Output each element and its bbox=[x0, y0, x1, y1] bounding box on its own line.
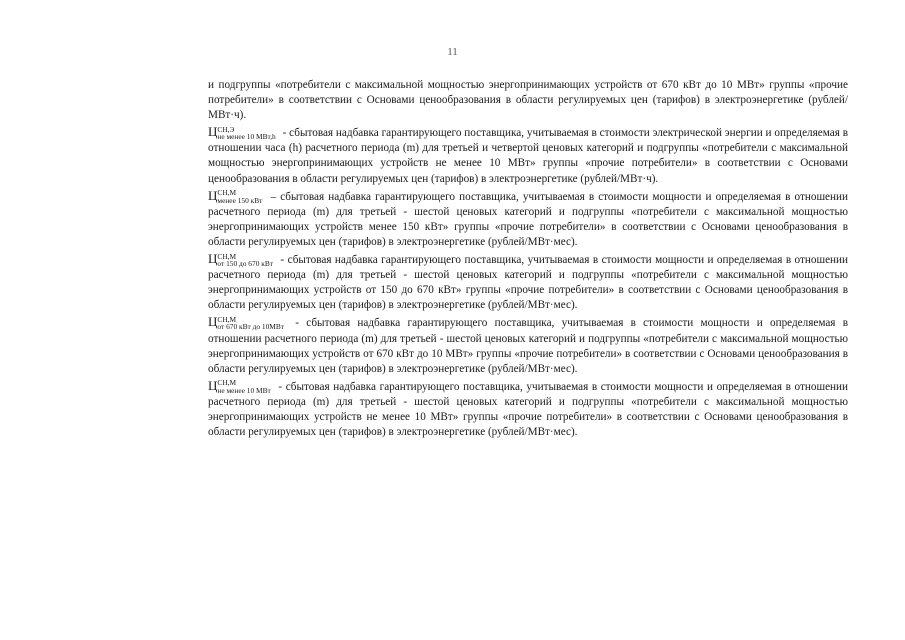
paragraph-continuation bbox=[208, 78, 848, 123]
symbol-indices bbox=[217, 316, 284, 331]
definition-text: - сбытовая надбавка гарантирующего поставщика, учитываемая в стоимости мощности и определяемая в отношении расчетного периода (m) для третьей - шестой ценовых категорий и подгруппы «потребители с максимальной мощностью энергопринимающих устройств от 670 кВт до 10 МВт» группы «прочие потребители» в соответствии с Основами ценообразования в области регулируемых цен (тарифов) в электроэнергетике (рублей/МВт·мес). bbox=[208, 317, 848, 375]
definition-text: – сбытовая надбавка гарантирующего поставщика, учитываемая в стоимости мощности и определяемая в отношении расчетного периода (m) для третьей - шестой ценовых категорий и подгруппы «потребители с максимальной мощностью энергопринимающих устройств менее 150 кВт» группы «прочие потребители» в соответствии с Основами ценообразования в области регулируемых цен (тарифов) в электроэнергетике (рублей/МВт·мес). bbox=[208, 190, 848, 248]
symbol-superscript: СН,М bbox=[217, 188, 237, 198]
symbol-base: Ц bbox=[208, 187, 218, 203]
paragraph-text: и подгруппы «потребители с максимальной мощностью энергопринимающих устройств от 670 кВт до 10 МВт» группы «прочие потребители» в соответствии с Основами ценообразования в области регулируемых цен (тарифов) в электроэнергетике (рублей/МВт·ч). bbox=[208, 79, 848, 122]
tariff-symbol bbox=[208, 377, 275, 395]
definition-paragraph bbox=[208, 251, 848, 313]
definition-paragraph bbox=[208, 314, 848, 376]
definition-text: - сбытовая надбавка гарантирующего поставщика, учитываемая в стоимости мощности и определяемая в отношении расчетного периода (m) для третьей - шестой ценовых категорий и подгруппы «потребители с максимальной мощностью энергопринимающих устройств не менее 10 МВт» группы «прочие потребители» в соответствии с Основами ценообразования в области регулируемых цен (тарифов) в электроэнергетике (рублей/МВт·мес). bbox=[208, 380, 848, 439]
definition-text: - сбытовая надбавка гарантирующего поставщика, учитываемая в стоимости мощности и определяемая в отношении расчетного периода (m) для третьей - шестой ценовых категорий и подгруппы «потребители с максимальной мощностью энергопринимающих устройств от 150 до 670 кВт» группы «прочие потребители» в соответствии с Основами ценообразования в области регулируемых цен (тарифов) в электроэнергетике (рублей/МВт·мес). bbox=[208, 254, 848, 312]
tariff-symbol bbox=[208, 187, 266, 205]
tariff-symbol bbox=[208, 124, 280, 142]
symbol-subscript: от 150 до 670 кВт bbox=[217, 259, 273, 269]
symbol-base: Ц bbox=[208, 314, 218, 330]
symbol-base: Ц bbox=[208, 251, 218, 267]
definition-text: - сбытовая надбавка гарантирующего поставщика, учитываемая в стоимости электрической энергии и определяемая в отношении часа (h) расчетного периода (m) для третьей и четвертой ценовых категорий и подгруппы «потребители с максимальной мощностью энергопринимающих устройств не менее 10 МВт» группы «прочие потребители» в соответствии с Основами ценообразования в области регулируемых цен (тарифов) в электроэнергетике (рублей/МВт·ч). bbox=[208, 127, 848, 185]
symbol-indices bbox=[217, 126, 275, 141]
symbol-base: Ц bbox=[208, 377, 218, 393]
definition-paragraph bbox=[208, 378, 848, 440]
symbol-indices bbox=[217, 379, 270, 394]
symbol-superscript: СН,М bbox=[217, 251, 237, 261]
symbol-subscript: менее 150 кВт bbox=[217, 195, 263, 205]
definition-paragraph bbox=[208, 188, 848, 250]
page-number: 11 bbox=[447, 46, 458, 58]
tariff-symbol bbox=[208, 251, 277, 269]
symbol-indices bbox=[217, 253, 273, 268]
symbol-superscript: СН,Э bbox=[217, 124, 235, 134]
tariff-symbol bbox=[208, 314, 288, 332]
definition-paragraph bbox=[208, 124, 848, 186]
symbol-superscript: СН,М bbox=[217, 378, 237, 388]
symbol-indices bbox=[217, 189, 262, 204]
symbol-superscript: СН,М bbox=[217, 314, 237, 324]
symbol-subscript: не менее 10 МВт,h bbox=[217, 132, 276, 142]
symbol-subscript: от 670 кВт до 10МВт bbox=[217, 322, 285, 332]
symbol-subscript: не менее 10 МВт bbox=[217, 385, 271, 395]
symbol-base: Ц bbox=[208, 124, 218, 140]
document-body bbox=[208, 78, 848, 440]
